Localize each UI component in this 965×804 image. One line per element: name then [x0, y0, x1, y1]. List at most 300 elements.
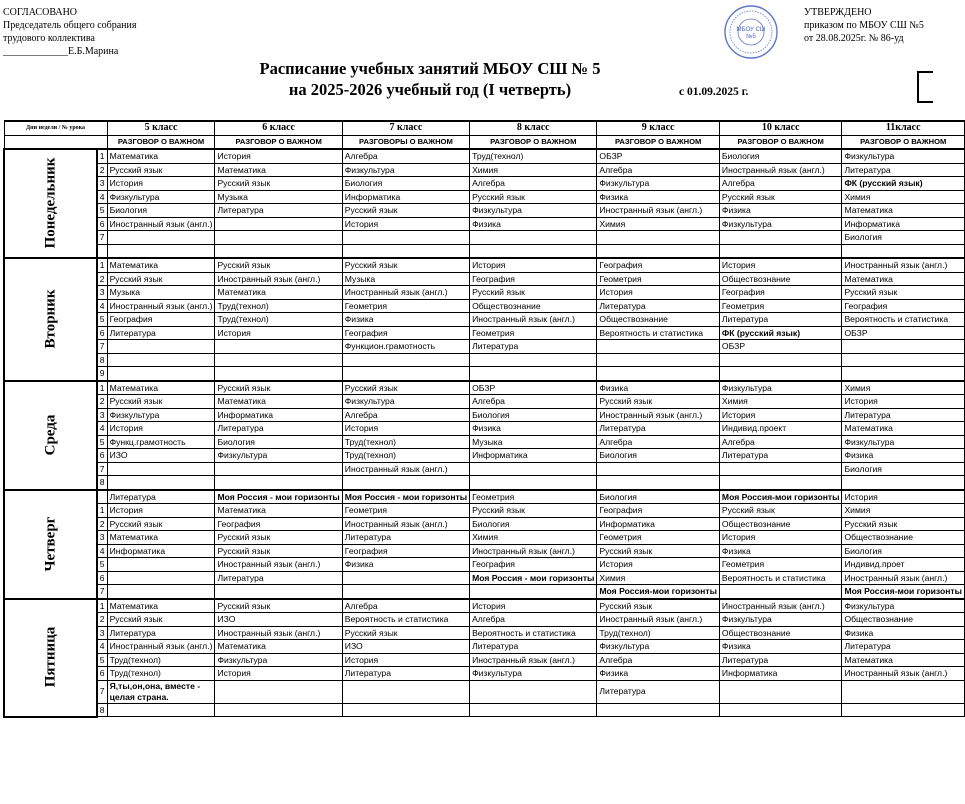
svg-text:№5: №5 [746, 34, 756, 40]
lesson-cell: Моя Россия-мои горизонты [597, 585, 720, 599]
lesson-cell: Физкультура [470, 204, 597, 218]
lesson-cell: Геометрия [597, 272, 720, 286]
lesson-cell: Иностранный язык (англ.) [215, 558, 342, 572]
lesson-cell: Литература [719, 449, 842, 463]
lesson-row [4, 462, 964, 476]
lesson-cell: Иностранный язык (англ.) [342, 286, 469, 300]
order-label: приказом по МБОУ СШ №5 [804, 20, 924, 31]
lesson-cell: Иностранный язык (англ.) [342, 517, 469, 531]
lesson-cell [597, 340, 720, 354]
lesson-cell: Физкультура [107, 190, 215, 204]
lesson-cell: История [342, 653, 469, 667]
lesson-cell: Физкультура [470, 667, 597, 681]
lesson-cell: Труд(технол) [215, 299, 342, 313]
lesson-cell: Физика [597, 190, 720, 204]
lesson-number: 5 [97, 435, 107, 449]
lesson-cell [107, 353, 215, 367]
lesson-cell: Иностранный язык (англ.) [107, 299, 215, 313]
lesson-cell [597, 367, 720, 381]
lesson-cell: Алгебра [597, 435, 720, 449]
lesson-number: 2 [97, 163, 107, 177]
lesson-cell: Русский язык [107, 163, 215, 177]
lesson-row [4, 599, 964, 613]
lesson-cell: Алгебра [342, 408, 469, 422]
important-talk-cell: РАЗГОВОР О ВАЖНОМ [842, 135, 965, 149]
day-name: Пятница [42, 626, 59, 688]
lesson-row [4, 422, 964, 436]
lesson-cell: История [107, 177, 215, 191]
day-name: Вторник [42, 289, 59, 349]
lesson-cell [719, 244, 842, 258]
lesson-cell [470, 367, 597, 381]
lesson-cell: Физика [470, 217, 597, 231]
lesson-number: 2 [97, 395, 107, 409]
schedule-table [3, 120, 965, 718]
day-name: Понедельник [42, 157, 59, 249]
lesson-cell: Физкультура [842, 149, 965, 163]
day-label-wed [4, 381, 97, 490]
lesson-number: 3 [97, 286, 107, 300]
lesson-cell: Обществознание [719, 272, 842, 286]
lesson-cell: Биология [107, 204, 215, 218]
lesson-cell [470, 231, 597, 245]
lesson-cell: Обществознание [597, 313, 720, 327]
lesson-row [4, 517, 964, 531]
lesson-cell [597, 353, 720, 367]
lesson-cell: Русский язык [215, 177, 342, 191]
lesson-number: 9 [97, 367, 107, 381]
lesson-cell: Русский язык [215, 544, 342, 558]
lesson-cell: Русский язык [342, 626, 469, 640]
lesson-cell: Литература [215, 571, 342, 585]
lesson-cell [470, 703, 597, 717]
lesson-cell: Алгебра [597, 653, 720, 667]
lesson-cell: Информатика [470, 449, 597, 463]
lesson-cell: Русский язык [107, 395, 215, 409]
lesson-cell [719, 476, 842, 490]
lesson-cell: Иностранный язык (англ.) [470, 653, 597, 667]
lesson-cell: Математика [842, 653, 965, 667]
lesson-row [4, 640, 964, 654]
lesson-row [4, 244, 964, 258]
lesson-cell: Русский язык [215, 381, 342, 395]
class-header: 7 класс [342, 121, 469, 135]
title-line-1: Расписание учебных занятий МБОУ СШ № 5 [259, 59, 601, 78]
lesson-cell [470, 476, 597, 490]
lesson-row [4, 340, 964, 354]
approved-label: СОГЛАСОВАНО [3, 7, 78, 18]
lesson-cell: Русский язык [107, 517, 215, 531]
lesson-cell: География [719, 286, 842, 300]
lesson-cell: Математика [215, 504, 342, 518]
chairman-title: Председатель общего собрания [3, 20, 137, 31]
lesson-number: 8 [97, 476, 107, 490]
corner-border-fragment [917, 71, 933, 103]
lesson-cell [342, 680, 469, 703]
lesson-cell [107, 462, 215, 476]
lesson-cell [842, 680, 965, 703]
approval-block-left [3, 6, 136, 58]
lesson-cell: ФК (русский язык) [842, 177, 965, 191]
lesson-cell: ОБЗР [719, 340, 842, 354]
lesson-row [4, 272, 964, 286]
lesson-cell [215, 585, 342, 599]
lesson-cell: История [719, 258, 842, 272]
lesson-cell: История [842, 395, 965, 409]
lesson-number: 5 [97, 204, 107, 218]
approved-right-label: УТВЕРЖДЕНО [804, 7, 872, 18]
lesson-row [4, 544, 964, 558]
class-header: 9 класс [597, 121, 720, 135]
lesson-row [4, 531, 964, 545]
lesson-cell: Моя Россия - мои горизонты [470, 571, 597, 585]
lesson-row [4, 490, 964, 504]
lesson-cell: Литература [719, 313, 842, 327]
lesson-cell: История [597, 286, 720, 300]
lesson-cell: Физкультура [719, 217, 842, 231]
lesson-cell: ОБЗР [842, 326, 965, 340]
lesson-cell: География [342, 544, 469, 558]
lesson-cell [215, 244, 342, 258]
lesson-cell: Химия [470, 531, 597, 545]
lesson-cell [215, 367, 342, 381]
lesson-number: 3 [97, 531, 107, 545]
lesson-cell: География [470, 272, 597, 286]
lesson-cell [215, 231, 342, 245]
lesson-cell [215, 680, 342, 703]
lesson-cell: Геометрия [719, 299, 842, 313]
lesson-number: 7 [97, 231, 107, 245]
lesson-cell: Физика [719, 204, 842, 218]
lesson-cell: Биология [719, 149, 842, 163]
lesson-cell: ИЗО [342, 640, 469, 654]
lesson-number: 4 [97, 299, 107, 313]
lesson-number: 4 [97, 422, 107, 436]
lesson-cell: Математика [107, 531, 215, 545]
lesson-cell [107, 231, 215, 245]
lesson-cell: Физкультура [342, 395, 469, 409]
lesson-cell [342, 367, 469, 381]
chairman-signature: _____________Е.Б.Марина [3, 46, 119, 57]
lesson-cell: Вероятность и статистика [470, 626, 597, 640]
order-date: от 28.08.2025г. № 86-уд [804, 33, 904, 44]
lesson-cell: История [719, 531, 842, 545]
lesson-cell: Математика [215, 286, 342, 300]
lesson-cell: Физкультура [107, 408, 215, 422]
lesson-cell: Обществознание [842, 531, 965, 545]
lesson-cell [470, 585, 597, 599]
lesson-cell: Алгебра [719, 177, 842, 191]
lesson-cell: История [597, 558, 720, 572]
lesson-cell: Русский язык [597, 544, 720, 558]
lesson-cell: Химия [470, 163, 597, 177]
lesson-cell [215, 217, 342, 231]
lesson-cell: Литература [107, 326, 215, 340]
important-talk-row [4, 135, 964, 149]
lesson-cell [107, 571, 215, 585]
lesson-cell: Математика [107, 149, 215, 163]
lesson-cell: Алгебра [470, 613, 597, 627]
lesson-cell: Обществознание [719, 626, 842, 640]
lesson-cell: Физкультура [215, 653, 342, 667]
lesson-cell: География [342, 326, 469, 340]
lesson-cell: Химия [842, 504, 965, 518]
lesson-cell: Физкультура [597, 177, 720, 191]
lesson-cell: Математика [107, 381, 215, 395]
important-talk-cell: РАЗГОВОР О ВАЖНОМ [719, 135, 842, 149]
lesson-cell [342, 476, 469, 490]
lesson-cell: История [719, 408, 842, 422]
lesson-cell: Информатика [597, 517, 720, 531]
lesson-cell: ИЗО [215, 613, 342, 627]
lesson-cell: Русский язык [107, 613, 215, 627]
important-talk-cell: РАЗГОВОР О ВАЖНОМ [215, 135, 342, 149]
lesson-cell: Иностранный язык (англ.) [719, 163, 842, 177]
lesson-row [4, 286, 964, 300]
lesson-cell: Физкультура [719, 381, 842, 395]
lesson-cell: Биология [470, 517, 597, 531]
lesson-row [4, 313, 964, 327]
lesson-cell: Геометрия [470, 490, 597, 504]
lesson-cell: Химия [842, 190, 965, 204]
lesson-number: 3 [97, 626, 107, 640]
lesson-cell: Биология [470, 408, 597, 422]
lesson-number: 4 [97, 190, 107, 204]
lesson-cell: Русский язык [719, 504, 842, 518]
lesson-number: 3 [97, 177, 107, 191]
lesson-cell: Физкультура [597, 640, 720, 654]
lesson-number: 5 [97, 558, 107, 572]
lesson-number: 5 [97, 313, 107, 327]
day-name: Четверг [42, 516, 59, 571]
lesson-cell: Алгебра [470, 395, 597, 409]
lesson-row [4, 680, 964, 703]
lesson-cell: История [470, 258, 597, 272]
lesson-number: 5 [97, 653, 107, 667]
lesson-cell: Иностранный язык (англ.) [470, 313, 597, 327]
lesson-cell [342, 585, 469, 599]
lesson-row [4, 613, 964, 627]
lesson-cell [842, 476, 965, 490]
lesson-cell [107, 558, 215, 572]
lesson-cell: Математика [842, 204, 965, 218]
approval-block-right [804, 6, 924, 45]
lesson-cell: Обществознание [719, 517, 842, 531]
lesson-cell [342, 353, 469, 367]
lesson-cell: Физкультура [719, 613, 842, 627]
lesson-cell: Алгебра [719, 435, 842, 449]
lesson-cell: Я,ты,он,она, вместе - целая страна. [107, 680, 215, 703]
lesson-cell: Русский язык [342, 258, 469, 272]
lesson-row [4, 231, 964, 245]
lesson-cell [719, 585, 842, 599]
lesson-cell: Русский язык [215, 258, 342, 272]
lesson-cell [470, 353, 597, 367]
lesson-cell: Индивид.проект [719, 422, 842, 436]
lesson-cell: Иностранный язык (англ.) [842, 667, 965, 681]
lesson-cell: Биология [842, 462, 965, 476]
lesson-cell: Русский язык [470, 286, 597, 300]
lesson-cell: Литература [215, 422, 342, 436]
lesson-number: 6 [97, 449, 107, 463]
class-header: 5 класс [107, 121, 215, 135]
lesson-cell: Алгебра [342, 149, 469, 163]
lesson-cell [342, 231, 469, 245]
day-label-mon [4, 149, 97, 258]
lesson-cell: Литература [107, 626, 215, 640]
lesson-number: 7 [97, 462, 107, 476]
class-header: 8 класс [470, 121, 597, 135]
lesson-cell: География [470, 558, 597, 572]
lesson-cell: Литература [842, 640, 965, 654]
lesson-cell: Физика [719, 640, 842, 654]
lesson-cell: Моя Россия-мои горизонты [719, 490, 842, 504]
lesson-cell: Литература [470, 640, 597, 654]
lesson-cell: Труд(технол) [470, 149, 597, 163]
lesson-cell [342, 571, 469, 585]
lesson-cell: Литература [597, 680, 720, 703]
lesson-cell: Алгебра [342, 599, 469, 613]
lesson-row [4, 163, 964, 177]
lesson-cell [107, 340, 215, 354]
lesson-cell [107, 367, 215, 381]
class-header: 11класс [842, 121, 965, 135]
lesson-cell [215, 340, 342, 354]
lesson-cell: Вероятность и статистика [719, 571, 842, 585]
lesson-cell: Биология [597, 449, 720, 463]
lesson-cell: Физика [719, 544, 842, 558]
lesson-cell: Функцион.грамотность [342, 340, 469, 354]
lesson-row [4, 585, 964, 599]
lesson-cell: Труд(технол) [342, 449, 469, 463]
lesson-cell: Иностранный язык (англ.) [107, 640, 215, 654]
lesson-cell: Литература [342, 531, 469, 545]
lesson-cell: Моя Россия - мои горизонты [215, 490, 342, 504]
lesson-row [4, 504, 964, 518]
lesson-cell: Математика [215, 395, 342, 409]
lesson-cell: Математика [215, 163, 342, 177]
lesson-cell: Биология [842, 544, 965, 558]
lesson-row [4, 381, 964, 395]
lesson-cell: История [470, 599, 597, 613]
lesson-cell: Литература [107, 490, 215, 504]
lesson-row [4, 326, 964, 340]
lesson-cell [107, 703, 215, 717]
lesson-cell: Вероятность и статистика [597, 326, 720, 340]
lesson-cell [597, 244, 720, 258]
lesson-cell [842, 340, 965, 354]
lesson-cell: Физкультура [342, 163, 469, 177]
title-line-2: на 2025-2026 учебный год (I четверть) [288, 80, 572, 99]
lesson-cell: Информатика [107, 544, 215, 558]
lesson-cell: Русский язык [842, 517, 965, 531]
lesson-cell [215, 703, 342, 717]
lesson-cell: Физика [842, 626, 965, 640]
lesson-row [4, 217, 964, 231]
lesson-cell: Физика [342, 313, 469, 327]
lesson-cell: Химия [719, 395, 842, 409]
lesson-number: 7 [97, 585, 107, 599]
lesson-cell: Геометрия [719, 558, 842, 572]
lesson-cell: Обществознание [842, 613, 965, 627]
lesson-cell [719, 462, 842, 476]
lesson-cell: Литература [842, 163, 965, 177]
lesson-row [4, 571, 964, 585]
lesson-row [4, 353, 964, 367]
lesson-row [4, 703, 964, 717]
lesson-number: 6 [97, 326, 107, 340]
lesson-cell: Русский язык [342, 204, 469, 218]
start-date: с 01.09.2025 г. [679, 86, 749, 98]
lesson-cell: Иностранный язык (англ.) [597, 613, 720, 627]
lesson-cell: География [215, 517, 342, 531]
lesson-cell: Функц.грамотность [107, 435, 215, 449]
lesson-row [4, 258, 964, 272]
lesson-cell [470, 680, 597, 703]
lesson-cell: Физика [342, 558, 469, 572]
lesson-number: 1 [97, 504, 107, 518]
day-label-thu [4, 490, 97, 599]
lesson-row [4, 177, 964, 191]
lesson-row [4, 626, 964, 640]
lesson-cell [597, 462, 720, 476]
lesson-cell [342, 244, 469, 258]
lesson-cell: Биология [215, 435, 342, 449]
lesson-row [4, 299, 964, 313]
lesson-cell: Математика [107, 258, 215, 272]
day-label-fri [4, 599, 97, 717]
page-title [170, 58, 690, 100]
lesson-number: 6 [97, 571, 107, 585]
lesson-cell: Геометрия [342, 299, 469, 313]
lesson-cell: История [215, 149, 342, 163]
lesson-cell: Иностранный язык (англ.) [719, 599, 842, 613]
lesson-row [4, 190, 964, 204]
lesson-cell: Литература [597, 299, 720, 313]
lesson-row [4, 476, 964, 490]
lesson-cell: История [215, 326, 342, 340]
lesson-cell: Литература [342, 667, 469, 681]
important-talk-cell: РАЗГОВОР О ВАЖНОМ [470, 135, 597, 149]
lesson-cell: Геометрия [470, 326, 597, 340]
lesson-cell: Биология [342, 177, 469, 191]
lesson-number: 3 [97, 408, 107, 422]
lesson-cell: История [215, 667, 342, 681]
lesson-cell: Алгебра [470, 177, 597, 191]
lesson-cell: Информатика [719, 667, 842, 681]
lesson-cell: Русский язык [470, 190, 597, 204]
lesson-cell [107, 476, 215, 490]
lesson-row [4, 653, 964, 667]
lesson-cell: Моя Россия - мои горизонты [342, 490, 469, 504]
lesson-cell [719, 367, 842, 381]
lesson-cell: Биология [597, 490, 720, 504]
day-label-tue [4, 258, 97, 381]
important-talk-cell: РАЗГОВОР О ВАЖНОМ [597, 135, 720, 149]
lesson-cell [842, 353, 965, 367]
lesson-cell: ОБЗР [597, 149, 720, 163]
lesson-cell: Русский язык [597, 395, 720, 409]
lesson-cell: Химия [597, 571, 720, 585]
lesson-cell: Геометрия [597, 531, 720, 545]
lesson-cell: Труд(технол) [107, 653, 215, 667]
lesson-cell [719, 703, 842, 717]
lesson-cell [719, 353, 842, 367]
school-seal-stamp [723, 4, 779, 60]
lesson-cell: Русский язык [719, 190, 842, 204]
lesson-cell: Математика [842, 272, 965, 286]
lesson-cell: ОБЗР [470, 381, 597, 395]
